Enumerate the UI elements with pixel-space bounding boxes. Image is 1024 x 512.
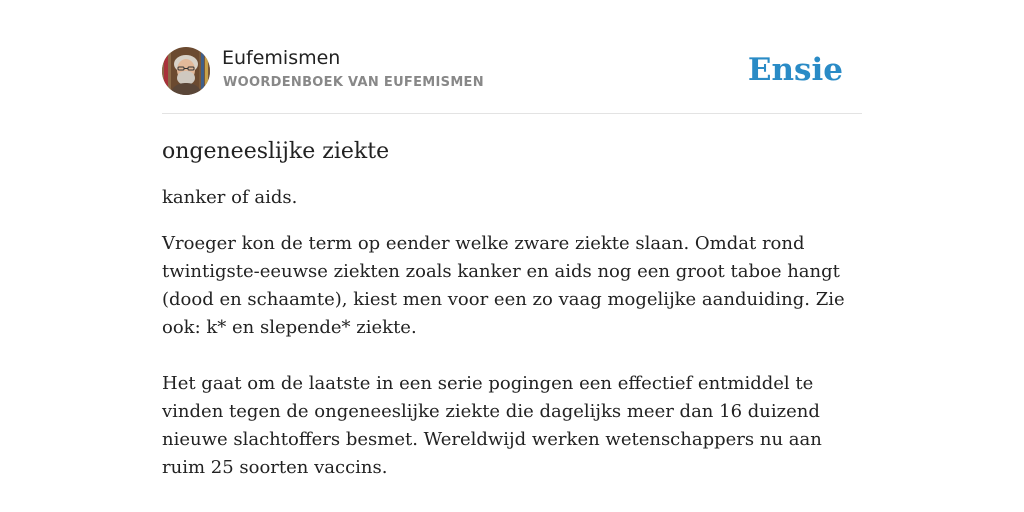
entry-term: ongeneeslijke ziekte (162, 139, 390, 164)
entry-explanation: Vroeger kon de term op eender welke zware ziekte slaan. Omdat rond twintigste-eeuwse ziekten zoals kanker en aids nog een groot taboe hangt (dood en schaamte), kiest men voor een zo vaag mogelijke aanduiding. Zie ook: k* en slepende* ziekte. (162, 233, 845, 338)
source-subtitle: WOORDENBOEK VAN EUFEMISMEN (223, 75, 484, 90)
entry (162, 136, 862, 482)
entry-definition: kanker of aids. (162, 187, 298, 208)
source-header (162, 46, 862, 96)
portrait-avatar-icon (162, 47, 210, 95)
header-divider (162, 113, 862, 114)
source-name[interactable]: Eufemismen (222, 47, 341, 69)
entry-example: Het gaat om de laatste in een serie pogingen een effectief entmiddel te vinden tegen de ongeneeslijke ziekte die dagelijks meer dan 16 duizend nieuwe slachtoffers besmet. Wereldwijd werken wetenschappers nu aan ruim 25 soorten vaccins. (162, 373, 822, 478)
brand-logo[interactable]: Ensie (747, 52, 843, 88)
avatar[interactable] (162, 47, 210, 95)
